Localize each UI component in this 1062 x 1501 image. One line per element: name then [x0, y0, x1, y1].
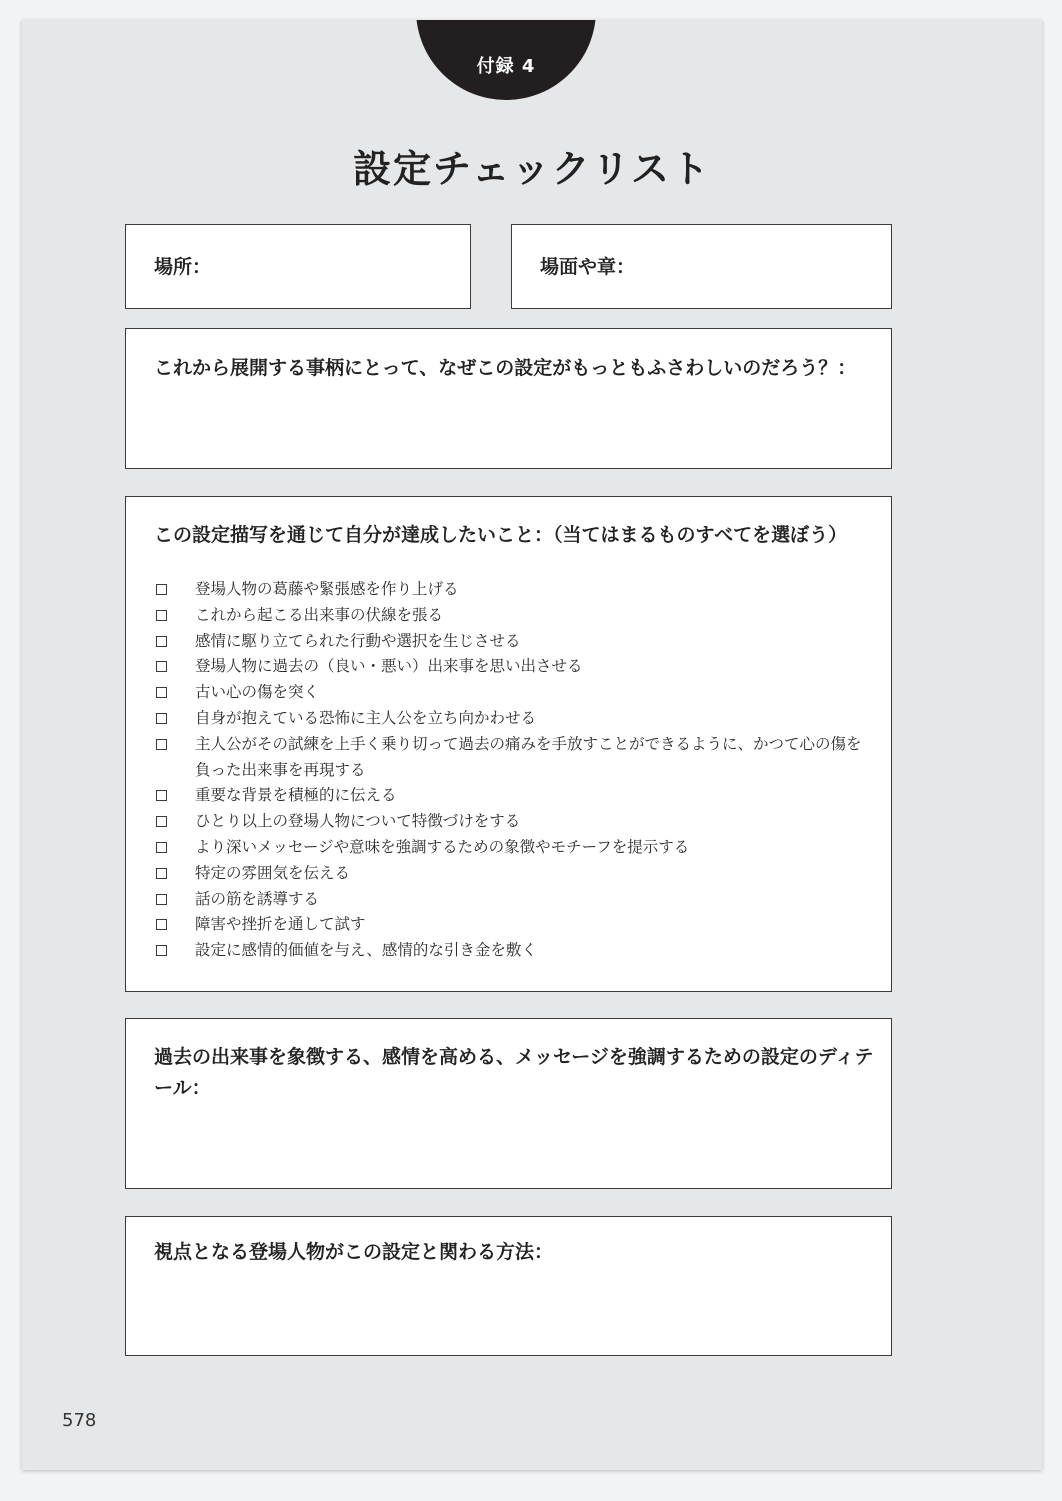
scene-field[interactable]: [511, 224, 892, 309]
setting-details-field[interactable]: [125, 1018, 892, 1189]
checklist-item-label: 障害や挫折を通して試す: [195, 915, 366, 934]
document-page: [22, 20, 1042, 1470]
checkbox[interactable]: [156, 584, 167, 595]
setting-details-label: 過去の出来事を象徴する、感情を高める、メッセージを強調するための設定のディテール：: [154, 1046, 874, 1099]
checkbox[interactable]: [156, 945, 167, 956]
checkbox[interactable]: [156, 636, 167, 647]
checkbox[interactable]: [156, 894, 167, 905]
checklist-item-label: 登場人物の葛藤や緊張感を作り上げる: [195, 580, 459, 598]
checklist-item-label: これから起こる出来事の伏線を張る: [195, 605, 444, 624]
why-setting-field[interactable]: [125, 328, 892, 469]
pov-interaction-label: 視点となる登場人物がこの設定と関わる方法：: [154, 1241, 554, 1263]
checkbox[interactable]: [156, 739, 167, 750]
scene-label: 場面や章：: [540, 256, 636, 278]
checklist-item-label: 古い心の傷を突く: [195, 683, 320, 702]
checklist-item[interactable]: [154, 629, 866, 655]
appendix-tab: [416, 20, 596, 100]
checklist-item[interactable]: [154, 861, 866, 887]
checkbox[interactable]: [156, 687, 167, 698]
pov-interaction-field[interactable]: [125, 1216, 892, 1356]
checklist-item[interactable]: [154, 706, 866, 732]
why-setting-label: これから展開する事柄にとって、なぜこの設定がもっともふさわしいのだろう？：: [154, 357, 857, 379]
checklist-item[interactable]: [154, 938, 866, 964]
location-label: 場所：: [154, 256, 212, 278]
checkbox[interactable]: [156, 790, 167, 801]
goals-label: この設定描写を通じて自分が達成したいこと：（当てはまるものすべてを選ぼう）: [154, 524, 848, 546]
page-number: 578: [62, 1410, 97, 1431]
checkbox[interactable]: [156, 713, 167, 724]
location-field[interactable]: [125, 224, 471, 309]
checklist-item-label: 登場人物に過去の（良い・悪い）出来事を思い出させる: [195, 657, 583, 676]
checklist-item[interactable]: [154, 835, 866, 861]
checkbox[interactable]: [156, 661, 167, 672]
checklist-item[interactable]: [154, 603, 866, 629]
checklist-item-label: 設定に感情的価値を与え、感情的な引き金を敷く: [195, 941, 537, 960]
checklist-item[interactable]: [154, 577, 866, 603]
goals-box: [125, 496, 892, 992]
checklist-item-label: 感情に駆り立てられた行動や選択を生じさせる: [195, 631, 521, 650]
goals-checklist: [154, 577, 866, 964]
checkbox[interactable]: [156, 868, 167, 879]
checklist-item-label: 自身が抱えている恐怖に主人公を立ち向かわせる: [195, 708, 537, 727]
checklist-item-label: 話の筋を誘導する: [195, 889, 320, 908]
page-title: 設定チェックリスト: [352, 146, 712, 191]
checklist-item[interactable]: [154, 654, 866, 680]
checklist-item[interactable]: [154, 732, 866, 784]
checklist-item[interactable]: [154, 809, 866, 835]
checklist-item-label: ひとり以上の登場人物について特徴づけをする: [195, 812, 521, 831]
appendix-label: 付録 4: [476, 56, 536, 77]
checkbox[interactable]: [156, 610, 167, 621]
checkbox[interactable]: [156, 816, 167, 827]
checkbox[interactable]: [156, 842, 167, 853]
checklist-item-label: より深いメッセージや意味を強調するための象徴やモチーフを提示する: [195, 837, 690, 856]
checkbox[interactable]: [156, 919, 167, 930]
checklist-item[interactable]: [154, 680, 866, 706]
checklist-item-label: 主人公がその試練を上手く乗り切って過去の痛みを手放すことができるように、かつて心の傷を負った出来事を再現する: [195, 734, 862, 779]
checklist-item-label: 特定の雰囲気を伝える: [195, 863, 351, 882]
checklist-item[interactable]: [154, 912, 866, 938]
checklist-item[interactable]: [154, 783, 866, 809]
checklist-item[interactable]: [154, 887, 866, 913]
checklist-item-label: 重要な背景を積極的に伝える: [195, 786, 397, 805]
